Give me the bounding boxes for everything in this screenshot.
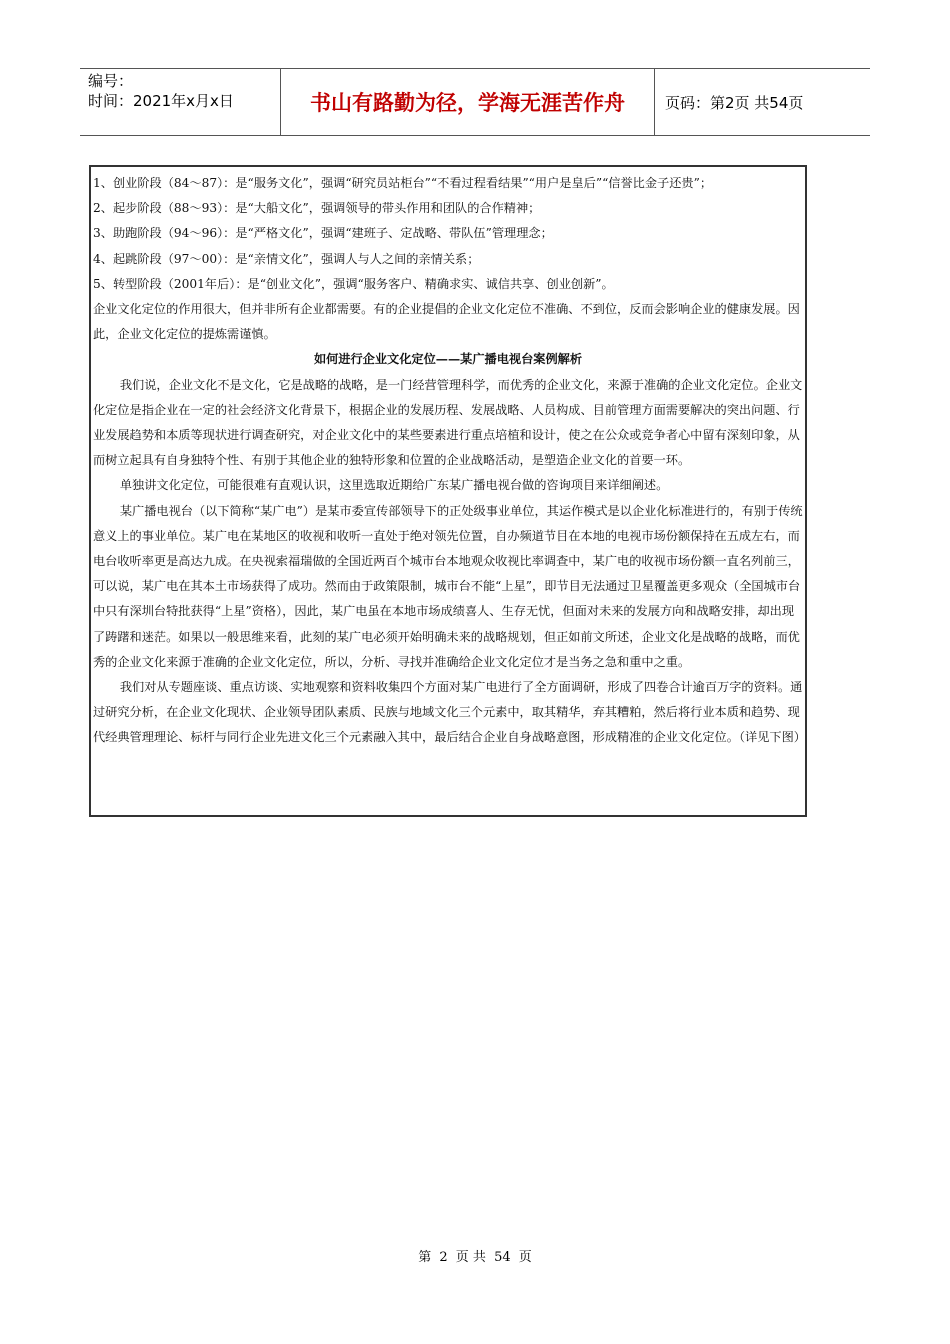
intro-paragraph: 企业文化定位的作用很大，但并非所有企业都需要。有的企业提倡的企业文化定位不准确、不到位，反而会影响企业的健康发展。因此，企业文化定位的提炼需谨慎。	[93, 302, 800, 342]
section-title: 如何进行企业文化定位——某广播电视台案例解析	[313, 352, 583, 367]
stage-item-3: 3、助跑阶段（94～96）：是“严格文化”，强调“建班子、定战略、带队伍”管理理念；	[93, 226, 553, 241]
page-footer	[0, 1246, 950, 1265]
body-paragraph-3: 某广播电视台（以下简称“某广电”）是某市委宣传部领导下的正处级事业单位，其运作模式是以企业化标准进行的，有别于传统意义上的事业单位。某广电在某地区的收视和收听一直处于绝对领先位置，自办频道节目在本地的电视市场份额保持在五成左右，而电台收听率更是高达九成。在央视索福瑞做的全国近两百个城市台本地观众收视比率调查中，某广电的收视市场份额一直名列前三，可以说，某广电在其本土市场获得了成功。然而由于政策限制，城市台不能“上星”，即节目无法通过卫星覆盖更多观众（全国城市台中只有深圳台特批获得“上星”资格），因此，某广电虽在本地市场成绩喜人、生存无忧，但面对未来的发展方向和战略安排，却出现了踌躇和迷茫。如果以一般思维来看，此刻的某广电必须开始明确未来的战略规划，但正如前文所述，企业文化是战略的战略，而优秀的企业文化来源于准确的企业文化定位，所以，分析、寻找并准确给企业文化定位才是当务之急和重中之重。	[93, 503, 803, 669]
body-paragraph-2: 单独讲文化定位，可能很难有直观认识，这里选取近期给广东某广播电视台做的咨询项目来详细阐述。	[119, 478, 669, 493]
header-meta	[80, 69, 280, 135]
body-paragraph-1: 我们说，企业文化不是文化，它是战略的战略，是一门经营管理科学，而优秀的企业文化，来源于准确的企业文化定位。企业文化定位是指企业在一定的社会经济文化背景下，根据企业的发展历程、发展战略、人员构成、目前管理方面需要解决的突出问题、行业发展趋势和本质等现状进行调查研究，对企业文化中的某些要素进行重点培植和设计，使之在公众或竞争者心中留有深刻印象，从而树立起具有自身独特个性、有别于其他企业的独特形象和位置的企业战略活动，是塑造企业文化的首要一环。	[93, 377, 803, 468]
stage-item-4: 4、起跳阶段（97～00）：是“亲情文化”，强调人与人之间的亲情关系；	[93, 251, 480, 266]
footer-current-page: 2	[439, 1250, 448, 1265]
header-page-code: 页码：第2页 共54页	[665, 93, 804, 112]
stage-item-2: 2、起步阶段（88～93）：是“大船文化”，强调领导的带头作用和团队的合作精神；	[93, 201, 541, 216]
body-paragraph-4: 我们对从专题座谈、重点访谈、实地观察和资料收集四个方面对某广电进行了全方面调研，形成了四卷合计逾百万字的资料。通过研究分析，在企业文化现状、企业领导团队素质、民族与地域文化三个元素中，取其精华，弃其糟粕，然后将行业本质和趋势、现代经典管理理论、标杆与同行企业先进文化三个元素融入其中，最后结合企业自身战略意图，形成精准的企业文化定位。（详见下图）	[93, 680, 806, 745]
document-time: 时间：2021年x月x日	[88, 92, 234, 110]
stage-item-5: 5、转型阶段（2001年后）：是“创业文化”，强调“服务客户、精确求实、诚信共享、创业创新”。	[93, 276, 614, 291]
document-number: 编号：	[88, 72, 134, 90]
header-motto: 书山有路勤为径，学海无涯苦作舟	[280, 69, 655, 135]
content-box	[89, 165, 807, 817]
footer-middle: 页 共	[455, 1250, 486, 1265]
footer-total-pages: 54	[494, 1250, 511, 1265]
page-header	[80, 68, 870, 136]
footer-suffix: 页	[518, 1250, 532, 1265]
footer-prefix: 第	[418, 1250, 432, 1265]
stage-item-1: 1、创业阶段（84～87）：是“服务文化”，强调“研究员站柜台”“不看过程看结果”“用户是皇后”“信誉比金子还贵”；	[93, 176, 713, 190]
